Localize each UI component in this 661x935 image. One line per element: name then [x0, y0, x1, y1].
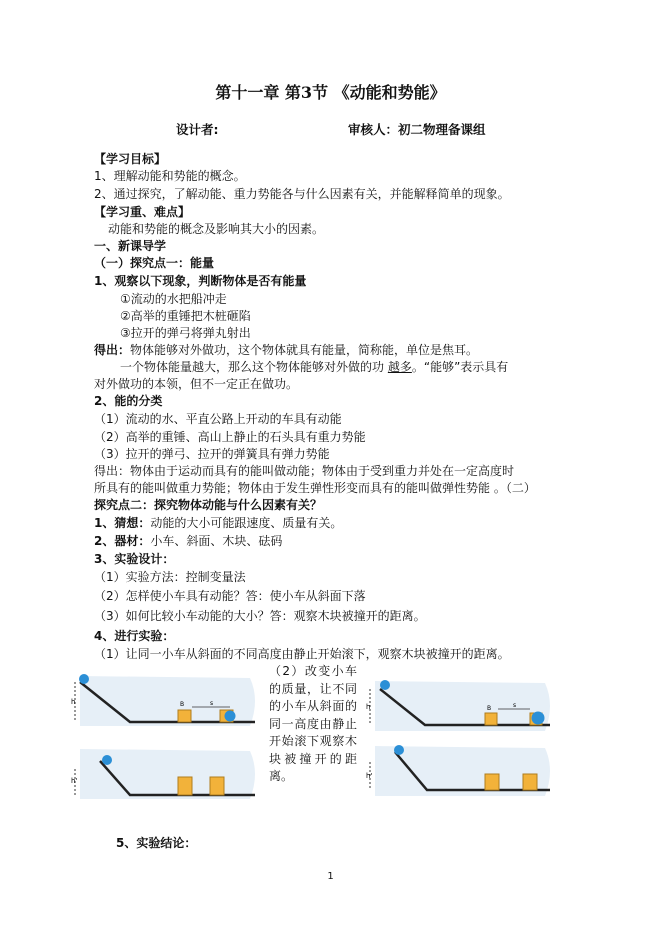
classification-heading: 2、能的分类: [94, 394, 163, 408]
guess-text: 动能的大小可能跟速度、质量有关。: [150, 516, 343, 530]
page-title: 第十一章 第3节 《动能和势能》: [215, 83, 446, 102]
observe-item-3: ③拉开的弹弓将弹丸射出: [120, 326, 251, 340]
label-h-right: h: [366, 703, 371, 711]
equipment-text: 小车、斜面、木块、砝码: [150, 534, 283, 548]
guess-line: [94, 515, 342, 531]
experiment-item-1: （1）让同一小车从斜面的不同高度由静止开始滚下，观察木块被撞开的距离。: [94, 647, 510, 661]
goals-heading: 【学习目标】: [94, 152, 167, 166]
label-s-right: s: [513, 702, 517, 709]
design-item-3: （3）如何比较小车动能的大小？答：观察木块被撞开的距离。: [94, 609, 426, 623]
definition-line-2: 所具有的能叫做重力势能；物体由于发生弹性形变而具有的能叫做弹性势能 。（二）: [94, 481, 536, 495]
design-item-2: （2）怎样使小车具有动能？答：使小车从斜面下落: [94, 589, 366, 603]
guess-label: 1、猜想：: [94, 516, 151, 530]
label-h: h: [71, 698, 76, 706]
label-s: s: [210, 700, 214, 707]
explore-1-heading: （一）探究点一：能量: [94, 256, 215, 270]
label-h-prime: h': [71, 777, 78, 785]
label-block: B: [180, 701, 185, 708]
classification-item-3: （3）拉开的弹弓、拉开的弹簧具有弹力势能: [94, 447, 330, 461]
section-1-heading: 一、新课导学: [94, 239, 167, 253]
figure-left-top: [70, 670, 260, 732]
experiment-item-2: （2）改变小车的质量，让不同的小车从斜面的同一高度由静止开始滚下观察木块被撞开的距离。: [269, 664, 357, 783]
more-energy-text-b: 。“能够”表示具有: [411, 360, 509, 374]
more-energy-text-a: 一个物体能量越大，那么这个物体能够对外做的功: [120, 360, 385, 374]
conclusion-label: 得出：: [94, 343, 131, 357]
equipment-label: 2、器材：: [94, 534, 151, 548]
classification-item-1: （1）流动的水、平直公路上开动的车具有动能: [94, 412, 342, 426]
figure-right-top: [365, 675, 555, 737]
goal-1: 1、理解动能和势能的概念。: [94, 169, 246, 183]
observe-item-1: ①流动的水把船冲走: [120, 292, 227, 306]
experiment-heading: 4、进行实验：: [94, 629, 175, 643]
design-heading: 3、实验设计：: [94, 552, 175, 566]
classification-item-2: （2）高举的重锤、高山上静止的石头具有重力势能: [94, 430, 366, 444]
more-energy-line: [120, 359, 508, 375]
conclusion-text: 物体能够对外做功，这个物体就具有能量，简称能，单位是焦耳。: [130, 343, 479, 357]
energy-conclusion: [94, 342, 478, 358]
explore-2-heading: 探究点二：探究物体动能与什么因素有关？: [94, 498, 323, 512]
observe-item-2: ②高举的重锤把木桩砸陷: [120, 309, 251, 323]
label-block-right: B: [487, 705, 492, 712]
design-item-1: （1）实验方法：控制变量法: [94, 570, 246, 584]
definition-line-1: 得出：物体由于运动而具有的能叫做动能；物体由于受到重力并处在一定高度时: [94, 464, 515, 478]
designer-label: 设计者:: [176, 122, 219, 137]
reviewer: 审核人：初二物理备课组: [348, 122, 486, 137]
more-energy-blank: 越多: [387, 360, 412, 374]
result-label: 5、实验结论：: [116, 836, 197, 850]
goal-2: 2、通过探究，了解动能、重力势能各与什么因素有关，并能解释简单的现象。: [94, 187, 510, 201]
figure-right-bottom: [365, 740, 555, 802]
keypoints-text: 动能和势能的概念及影响其大小的因素。: [108, 222, 325, 236]
keypoints-heading: 【学习重、难点】: [94, 205, 191, 219]
label-h-prime-right: h': [366, 772, 373, 780]
equipment-line: [94, 533, 282, 549]
observe-heading: 1、观察以下现象，判断物体是否有能量: [94, 274, 307, 288]
more-energy-line-2: 对外做功的本领，但不一定正在做功。: [94, 377, 299, 391]
page-number: 1: [327, 871, 334, 882]
figure-left-bottom: [70, 743, 260, 805]
